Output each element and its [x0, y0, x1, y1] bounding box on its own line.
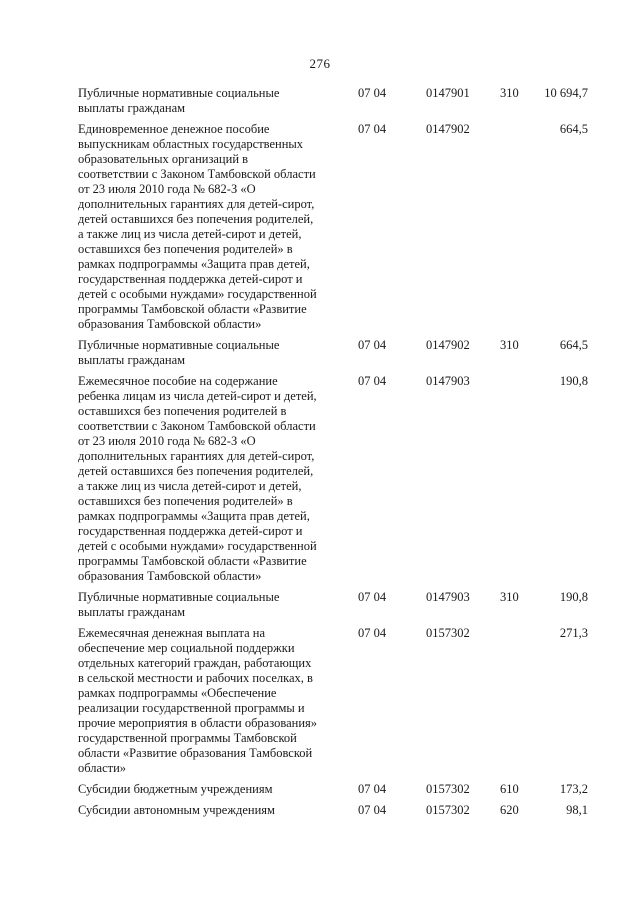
row-section-code: 07 04 [358, 86, 387, 100]
table-row [78, 626, 588, 776]
row-name: Субсидии автономным учреждениям [78, 803, 275, 817]
row-target-code: 0157302 [426, 803, 470, 817]
row-amount: 190,8 [559, 374, 588, 388]
table-row [78, 338, 588, 368]
row-section-code: 07 04 [358, 122, 387, 136]
page-number: 276 [309, 56, 331, 71]
row-expense-type: 310 [500, 590, 519, 604]
row-section-code: 07 04 [358, 374, 387, 388]
row-amount: 190,8 [559, 590, 588, 604]
row-amount: 10 694,7 [544, 86, 588, 100]
row-target-code: 0147902 [426, 338, 470, 352]
row-target-code: 0147903 [426, 590, 470, 604]
table-row [78, 803, 588, 818]
row-target-code: 0147901 [426, 86, 470, 100]
row-name: Публичные нормативные социальные выплаты гражданам [78, 338, 280, 367]
row-name: Публичные нормативные социальные выплаты гражданам [78, 86, 280, 115]
row-target-code: 0147903 [426, 374, 470, 388]
row-section-code: 07 04 [358, 590, 387, 604]
row-expense-type: 310 [500, 86, 519, 100]
row-expense-type: 620 [500, 803, 519, 817]
row-section-code: 07 04 [358, 626, 387, 640]
row-target-code: 0157302 [426, 782, 470, 796]
row-expense-type: 610 [500, 782, 519, 796]
row-name: Публичные нормативные социальные выплаты гражданам [78, 590, 280, 619]
row-amount: 664,5 [559, 122, 588, 136]
row-name: Субсидии бюджетным учреждениям [78, 782, 273, 796]
row-amount: 98,1 [566, 803, 588, 817]
row-section-code: 07 04 [358, 803, 387, 817]
table-row [78, 122, 588, 332]
row-section-code: 07 04 [358, 338, 387, 352]
row-name: Единовременное денежное пособие выпускникам областных государственных образовательных организаций в соответствии с Законом Тамбовской области от 23 июля 2010 года № 682-З «О дополнительных гарантиях для детей-сирот, детей оставшихся без попечения родителей, а также лиц из числа детей-сирот и детей, оставшихся без попечения родителей» в рамках подпрограммы «Защита прав детей, государственная поддержка детей-сирот и детей с особыми нуждами» государственной программы Тамбовской области «Развитие образования Тамбовской области» [78, 122, 317, 331]
row-amount: 271,3 [559, 626, 588, 640]
table-row [78, 374, 588, 584]
budget-table [78, 86, 588, 824]
row-name: Ежемесячное пособие на содержание ребенка лицам из числа детей-сирот и детей, оставшихся без попечения родителей в соответствии с Законом Тамбовской области от 23 июля 2010 года № 682-З «О дополнительных гарантиях для детей-сирот, детей оставшихся без попечения родителей, а также лиц из числа детей-сирот и детей, оставшихся без попечения родителей» в рамках подпрограммы «Защита прав детей, государственная поддержка детей-сирот и детей с особыми нуждами» государственной программы Тамбовской области «Развитие образования Тамбовской области» [78, 374, 317, 583]
row-amount: 664,5 [559, 338, 588, 352]
row-expense-type: 310 [500, 338, 519, 352]
row-amount: 173,2 [559, 782, 588, 796]
row-target-code: 0157302 [426, 626, 470, 640]
row-target-code: 0147902 [426, 122, 470, 136]
row-name: Ежемесячная денежная выплата на обеспечение мер социальной поддержки отдельных категорий граждан, работающих в сельской местности и рабочих поселках, в рамках подпрограммы «Обеспечение реализации государственной программы и прочие мероприятия в области образования» государственной программы Тамбовской области «Развитие образования Тамбовской области» [78, 626, 318, 775]
row-section-code: 07 04 [358, 782, 387, 796]
table-row [78, 86, 588, 116]
table-row [78, 782, 588, 797]
table-row [78, 590, 588, 620]
